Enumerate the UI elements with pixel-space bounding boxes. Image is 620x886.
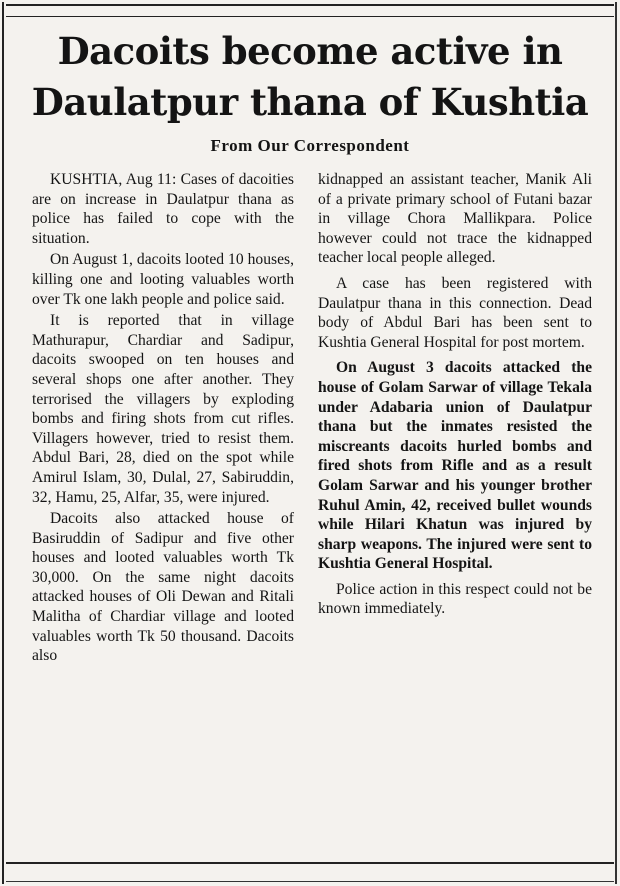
left-column	[32, 170, 294, 668]
bottom-rule-thin	[6, 881, 614, 882]
paragraph: On August 3 dacoits attacked the house of Golam Sarwar of village Tekala under Adabaria union of Daulatpur thana but the inmates resisted the miscreants dacoits hurled bombs and fired shots from Rifle and as a result Golam Sarwar and his younger brother Ruhul Amin, 42, received bullet wounds while Hilari Khatun was injured by sharp weapons. The injured were sent to Kushtia General Hospital.	[318, 359, 592, 573]
right-column	[318, 170, 592, 625]
paragraph: KUSHTIA, Aug 11: Cases of dacoities are on increase in Daulatpur thana as police has failed to cope with the situation.	[32, 171, 294, 247]
paragraph: On August 1, dacoits looted 10 houses, killing one and looting valuables worth over Tk one lakh people and police said.	[32, 251, 294, 308]
paragraph: It is reported that in village Mathurapur, Chardiar and Sadipur, dacoits swooped on ten houses and several shops one after another. They terrorised the villagers by exploding bombs and firing shots from cut rifles. Villagers however, tried to resist them. Abdul Bari, 28, died on the spot while Amirul Islam, 30, Dulal, 27, Sabiruddin, 32, Hamu, 25, Alfar, 35, were injured.	[32, 312, 294, 506]
headline: Dacoits become active in Daulatpur thana of Kushtia	[31, 29, 589, 124]
paragraph: kidnapped an assistant teacher, Manik Ali of a private primary school of Futani bazar in village Chora Mallikpara. Police however could not trace the kidnapped teacher local people alleged.	[318, 171, 592, 267]
paragraph: A case has been registered with Daulatpur thana in this connection. Dead body of Abdul Bari has been sent to Kushtia General Hospital for post mortem.	[318, 274, 592, 351]
bottom-rule	[6, 862, 614, 864]
paragraph: Dacoits also attacked house of Basiruddin of Sadipur and five other houses and looted valuables worth Tk 30,000. On the same night dacoits attacked houses of Oli Dewan and Ritali Malitha of Chardiar village and looted valuables worth Tk 50 thousand. Dacoits also	[32, 510, 294, 665]
byline: From Our Correspondent	[210, 136, 410, 155]
paragraph: Police action in this respect could not be known immediately.	[318, 580, 592, 618]
top-rule	[6, 4, 614, 17]
